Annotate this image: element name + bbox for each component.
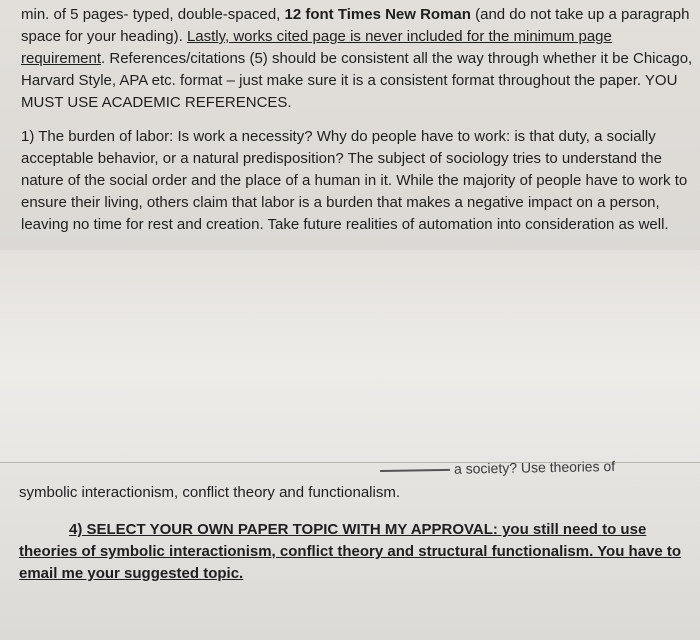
intro-text: (and do not take up a paragraph bbox=[470, 6, 690, 23]
intro-text: min. of 5 pages- typed, double-spaced, bbox=[21, 6, 285, 23]
topic1-line-1: 1) The burden of labor: Is work a necessity? Why do people have to work: is that duty, a socially bbox=[21, 128, 656, 145]
intro-text: space for your heading). bbox=[21, 28, 187, 45]
requirement-word: requirement bbox=[21, 50, 102, 67]
topic1-line-2: acceptable behavior, or a natural predisposition? The subject of sociology tries to understand the bbox=[21, 150, 662, 167]
topic1-line-3: nature of the social order and the place of a human in it. While the majority of people have to work to bbox=[21, 172, 688, 189]
topic4-heading-tail: you still need to use bbox=[497, 521, 647, 538]
folded-text-fragment: a society? Use theories of bbox=[380, 458, 615, 478]
topic4-heading-text: 4) SELECT YOUR OWN PAPER TOPIC WITH MY APPROVAL: bbox=[69, 521, 498, 538]
topic4-heading bbox=[19, 521, 646, 538]
topic1-line-5: leaving no time for rest and creation. Take future realities of automation into consideration as well. bbox=[21, 216, 669, 233]
intro-line-5: MUST USE ACADEMIC REFERENCES. bbox=[21, 94, 292, 111]
intro-text: . References/citations (5) should be consistent all the way through whether it be Chicago, bbox=[101, 50, 693, 67]
intro-line-4: Harvard Style, APA etc. format – just make sure it is a consistent format throughout the paper. YOU bbox=[21, 72, 678, 89]
topic1-line-4: ensure their living, others claim that labor is a burden that makes a negative impact on a person, bbox=[21, 194, 660, 211]
topic4-line-2 bbox=[19, 541, 681, 563]
intro-line-3 bbox=[21, 48, 692, 70]
font-requirement: 12 font Times New Roman bbox=[284, 6, 471, 23]
topic4-text: theories of symbolic interactionism, conflict theory and structural functionalism. You have to bbox=[19, 543, 682, 560]
intro-line-1 bbox=[21, 4, 689, 26]
works-cited-note: Lastly, works cited page is never included for the minimum page bbox=[186, 28, 612, 45]
topic4-line-3 bbox=[19, 563, 243, 585]
page-blank-area bbox=[0, 250, 700, 465]
topic4-text: email me your suggested topic. bbox=[19, 565, 244, 582]
intro-line-2 bbox=[21, 26, 612, 48]
topic4-line-1 bbox=[19, 519, 646, 541]
theories-line: symbolic interactionism, conflict theory and functionalism. bbox=[19, 484, 400, 501]
